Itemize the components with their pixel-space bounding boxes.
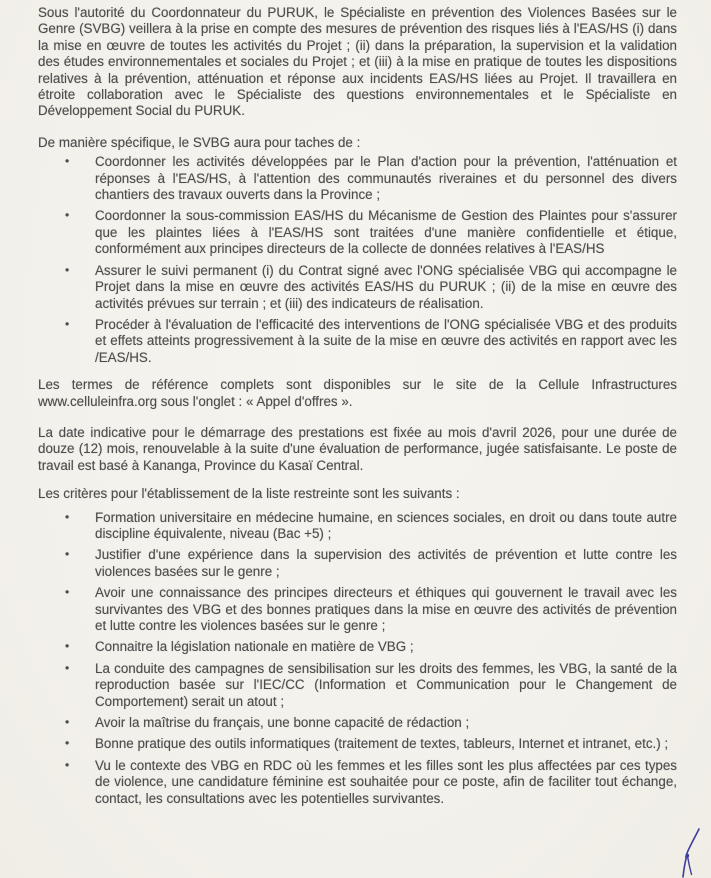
criteria-item — [38, 510, 677, 543]
start-date-paragraph: La date indicative pour le démarrage des prestations est fixée au mois d'avril 2026, pour une durée de douze (12) mois, renouvelable à la suite d'une évaluation de performance, jugée satisfaisante. Le poste de travail est basé à Kananga, Province du Kasaï Central. — [38, 424, 677, 473]
criteria-item — [38, 736, 677, 752]
criteria-list — [38, 510, 677, 808]
task-item — [38, 208, 677, 257]
criteria-item — [38, 715, 677, 731]
handwritten-pen-mark — [672, 819, 704, 878]
task-item-text: Coordonner la sous-commission EAS/HS du Mécanisme de Gestion des Plaintes pour s'assurer que les plaintes liées à l'EAS/HS sont traitées d'une manière confidentielle et étique, conformément aux principes directeurs de la collecte de données relatives à l'EAS/HS — [95, 208, 677, 257]
criteria-heading: Les critères pour l'établissement de la liste restreinte sont les suivants : — [38, 486, 460, 502]
tasks-heading: De manière spécifique, le SVBG aura pour taches de : — [38, 134, 361, 150]
bullet-icon: • — [65, 509, 70, 524]
bullet-icon: • — [65, 736, 70, 751]
task-item — [38, 154, 677, 203]
bullet-icon: • — [65, 262, 70, 277]
criteria-item-text: Bonne pratique des outils informatiques (traitement de textes, tableurs, Internet et intranet, etc.) ; — [95, 736, 669, 752]
criteria-item — [38, 758, 677, 807]
bullet-icon: • — [65, 757, 70, 772]
terms-paragraph: Les termes de référence complets sont disponibles sur le site de la Cellule Infrastructures www.celluleinfra.org sous l'onglet : « Appel d'offres ». — [38, 377, 677, 409]
bullet-icon: • — [65, 316, 70, 331]
task-item — [38, 317, 677, 366]
criteria-item — [38, 661, 677, 710]
criteria-item-text: Justifier d'une expérience dans la supervision des activités de prévention et lutte contre les violences basées sur le genre ; — [95, 547, 677, 579]
criteria-item-text: Vu le contexte des VBG en RDC où les femmes et les filles sont les plus affectées par ces types de violence, une candidature féminine est souhaitée pour ce poste, afin de faciliter tout échange, contact, les consultations avec les potentielles survivantes. — [95, 757, 677, 806]
bullet-icon: • — [65, 585, 70, 600]
task-item — [38, 263, 677, 312]
task-item-text: Assurer le suivi permanent (i) du Contrat signé avec l'ONG spécialisée VBG qui accompagne le Projet dans la mise en œuvre des activités EAS/HS du PURUK ; (ii) de la mise en œuvre des activités prévues sur terrain ; et (iii) des indicateurs de réalisation. — [95, 262, 677, 311]
criteria-item-text: Connaitre la législation nationale en matière de VBG ; — [95, 639, 414, 655]
bullet-icon: • — [65, 208, 70, 223]
criteria-item — [38, 547, 677, 580]
bullet-icon: • — [65, 547, 70, 562]
task-item-text: Coordonner les activités développées par le Plan d'action pour la prévention, l'atténuation et réponses à l'EAS/HS, à l'attention des communautés riveraines et du personnel des divers chantiers des travaux ouverts dans la Province ; — [95, 154, 677, 203]
criteria-item-text: Avoir une connaissance des principes directeurs et éthiques qui gouvernent le travail avec les survivantes des VBG et des bonnes pratiques dans la mise en œuvre des activités de prévention et lutte contre les violences basées sur le genre ; — [95, 585, 677, 633]
criteria-item-text: Formation universitaire en médecine humaine, en sciences sociales, en droit ou dans toute autre discipline équivalente, niveau (Bac +5) ; — [95, 509, 677, 541]
tasks-list — [38, 154, 677, 366]
bullet-icon: • — [65, 715, 70, 730]
task-item-text: Procéder à l'évaluation de l'efficacité des interventions de l'ONG spécialisée VBG et des produits et effets atteints progressivement à la suite de la mise en œuvre des activités en rapport avec les /EAS/HS. — [95, 316, 677, 365]
criteria-item — [38, 585, 677, 634]
criteria-item-text: La conduite des campagnes de sensibilisation sur les droits des femmes, les VBG, la santé de la reproduction basée sur l'IEC/CC (Information et Communication pour le Changement de Comportement) serait un atout ; — [95, 660, 677, 709]
bullet-icon: • — [65, 660, 70, 675]
criteria-item-text: Avoir la maîtrise du français, une bonne capacité de rédaction ; — [95, 715, 470, 731]
bullet-icon: • — [65, 154, 70, 169]
bullet-icon: • — [65, 639, 70, 654]
intro-paragraph: Sous l'autorité du Coordonnateur du PURUK, le Spécialiste en prévention des Violences Basées sur le Genre (SVBG) veillera à la prise en compte des mesures de prévention des risques liés à l'EAS/HS (i) dans la mise en œuvre de toutes les activités du Projet ; (ii) dans la préparation, la supervision et la validation des études environnementales et sociales du Projet ; et (iii) à la mise en pratique de toutes les dispositions relatives à la prévention, atténuation et réponse aux incidents EAS/HS liées au Projet. Il travaillera en étroite collaboration avec le Spécialiste des questions environnementales et le Spécialiste en Développement Social du PURUK. — [38, 5, 677, 119]
criteria-item — [38, 639, 677, 655]
